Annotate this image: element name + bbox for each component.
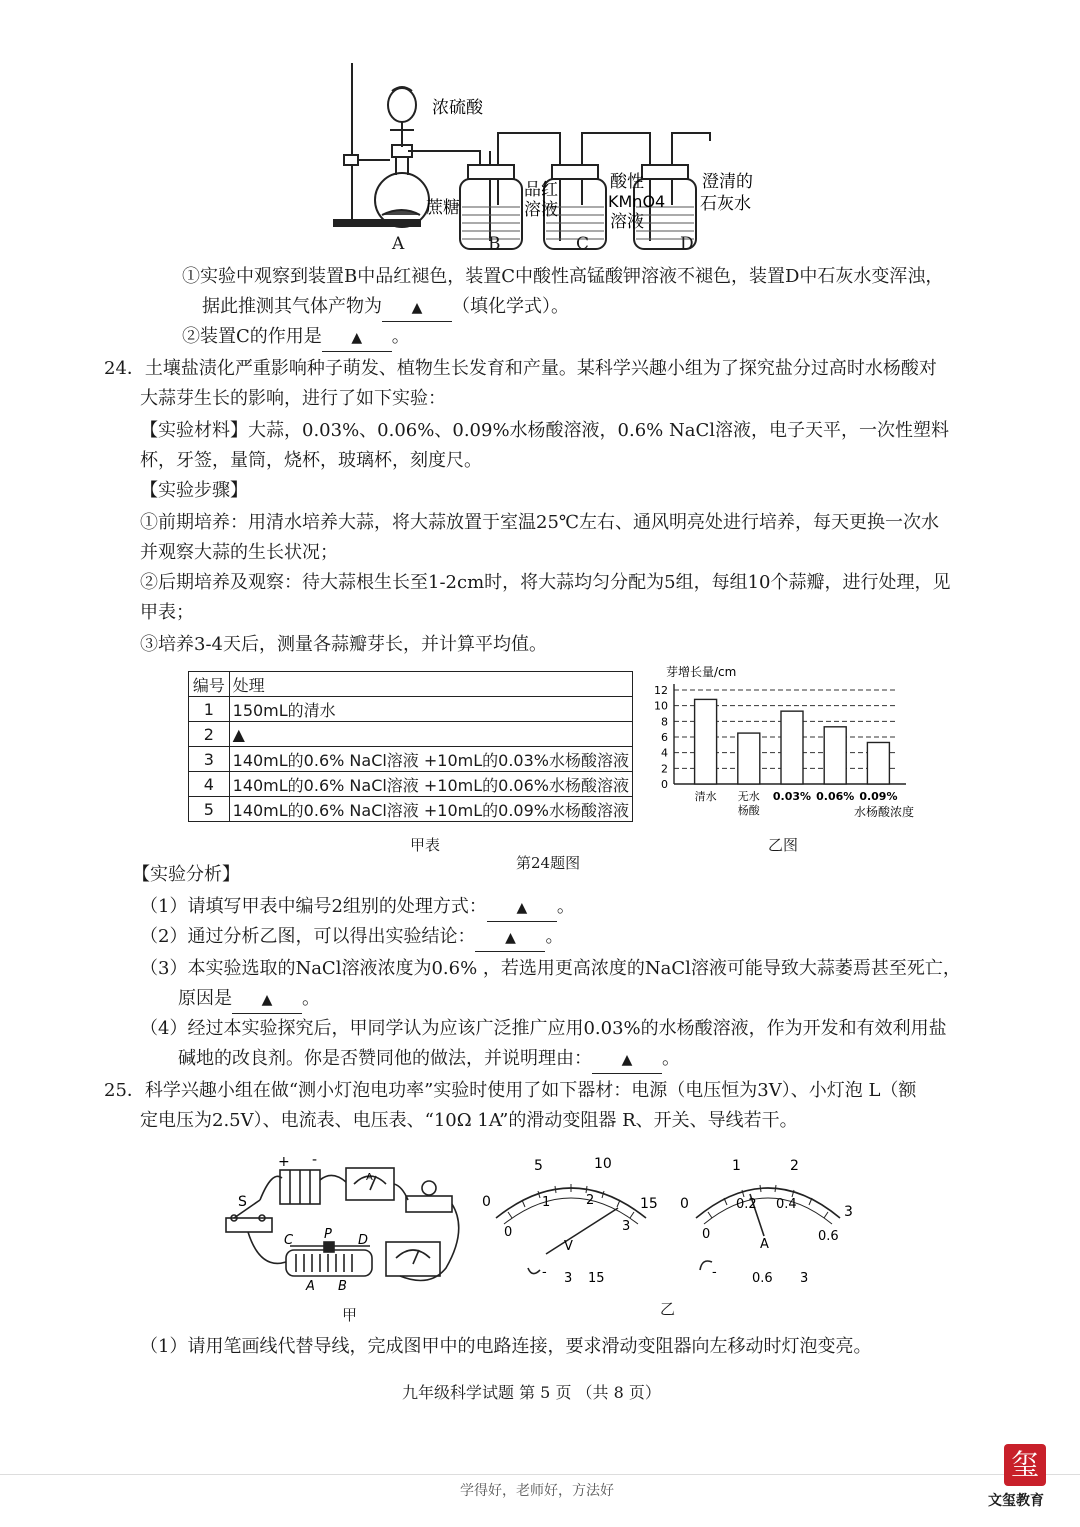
chart-ytick-label: 8 xyxy=(661,715,668,729)
volt-bottom-0: 0 xyxy=(504,1225,513,1240)
amm-bottom-06: 0.6 xyxy=(818,1229,839,1244)
chart-bar xyxy=(738,733,760,784)
analysis-q4-b xyxy=(178,1046,680,1074)
label-c1: 酸性 xyxy=(610,172,644,192)
figure-caption: 第24题图 xyxy=(516,854,581,872)
q23-part1-suffix: （填化学式）。 xyxy=(452,296,569,317)
circuit-label-d: D xyxy=(358,1233,369,1248)
header-treatment: 处理 xyxy=(229,672,632,697)
chart-xtick-label: 0.03% xyxy=(772,790,812,803)
q25-part1: （1）请用笔画线代替导线，完成图甲中的电路连接，要求滑动变阻器向左移动时灯泡变亮。 xyxy=(140,1336,872,1357)
circuit-label-plus: + xyxy=(278,1154,290,1170)
chart-bar xyxy=(781,711,803,784)
letter-c: C xyxy=(576,234,590,254)
table-row xyxy=(189,697,633,722)
row-number: 4 xyxy=(189,772,230,797)
volt-bottom-1: 1 xyxy=(542,1195,551,1210)
answer-blank[interactable] xyxy=(592,1046,662,1074)
volt-term-minus: - xyxy=(542,1265,547,1280)
blank-marker: ▲ xyxy=(505,930,516,946)
volt-letter: V xyxy=(564,1239,573,1254)
chart-xtick-label: 0.06% xyxy=(816,790,855,803)
answer-blank[interactable] xyxy=(382,294,452,322)
volt-term-3: 3 xyxy=(564,1271,573,1286)
answer-blank[interactable] xyxy=(232,986,302,1014)
chart-ytick-label: 10 xyxy=(654,699,668,713)
analysis-q1 xyxy=(140,894,575,922)
analysis-q1-text: （1）请填写甲表中编号2组别的处理方式： xyxy=(140,896,487,917)
chart-caption: 乙图 xyxy=(768,836,799,854)
circuit-figure xyxy=(220,1150,470,1300)
voltmeter-dial xyxy=(476,1150,676,1290)
analysis-q2 xyxy=(140,924,563,952)
period: 。 xyxy=(545,926,564,947)
amm-bottom-0: 0 xyxy=(702,1227,711,1242)
circuit-label-c: C xyxy=(284,1233,294,1248)
label-c2: KMnO4 xyxy=(608,192,666,211)
table-row xyxy=(189,747,633,772)
amm-term-minus: - xyxy=(712,1265,717,1280)
volt-term-15: 15 xyxy=(588,1271,605,1286)
answer-blank[interactable] xyxy=(322,324,392,352)
volt-left-0: 0 xyxy=(482,1194,491,1210)
row-number: 2 xyxy=(189,722,230,747)
q25-intro-2: 定电压为2.5V）、电流表、电压表、“10Ω 1A”的滑动变阻器 R、开关、导线若干。 xyxy=(140,1110,798,1131)
amm-bottom-02: 0.2 xyxy=(736,1197,757,1212)
apparatus-figure xyxy=(320,55,753,260)
chart-bar xyxy=(867,742,889,784)
q24-materials-1: 【实验材料】大蒜，0.03%、0.06%、0.09%水杨酸溶液，0.6% NaCl溶液，电子天平，一次性塑料 xyxy=(140,420,950,441)
q24-step2-a: ②后期培养及观察：待大蒜根生长至1-2cm时，将大蒜均匀分配为5组，每组10个蒜瓣，进行处理，见 xyxy=(140,572,951,593)
letter-a: A xyxy=(392,234,405,254)
ammeter-letter: A xyxy=(366,1172,373,1183)
q24-step1-a: ①前期培养：用清水培养大蒜，将大蒜放置于室温25℃左右、通风明亮处进行培养，每天更换一次水 xyxy=(140,512,940,533)
label-b1: 品红 xyxy=(524,180,558,200)
chart-ytick-label: 2 xyxy=(661,762,668,776)
period: 。 xyxy=(556,896,575,917)
blank-marker: ▲ xyxy=(411,300,423,316)
row-treatment: 150mL的清水 xyxy=(229,697,632,722)
circuit-label-s: S xyxy=(238,1194,247,1210)
bar-chart xyxy=(636,660,926,830)
letter-d: D xyxy=(680,234,694,254)
q24-materials-2: 杯，牙签，量筒，烧杯，玻璃杯，刻度尺。 xyxy=(140,450,482,471)
blank-marker: ▲ xyxy=(351,330,363,346)
label-d1: 澄清的 xyxy=(702,172,753,192)
table-row xyxy=(189,722,633,747)
amm-left-0: 0 xyxy=(680,1196,689,1212)
label-b2: 溶液 xyxy=(524,200,558,220)
amm-letter: A xyxy=(760,1237,769,1252)
table-header-row xyxy=(189,672,633,697)
q24-intro-1: 24．土壤盐渍化严重影响种子萌发、植物生长发育和产量。某科学兴趣小组为了探究盐分过高时水杨酸对 xyxy=(104,358,937,379)
chart-bar xyxy=(824,727,846,784)
chart-bar xyxy=(695,699,717,784)
table-row xyxy=(189,797,633,822)
brand-name: 文玺教育 xyxy=(988,1493,1044,1509)
row-number: 5 xyxy=(189,797,230,822)
chart-xtick-label: 0.09% xyxy=(859,790,898,803)
volt-bottom-2: 2 xyxy=(586,1193,595,1208)
blank-marker: ▲ xyxy=(261,992,273,1008)
treatment-table xyxy=(188,671,633,822)
chart-ylabel: 芽增长量/cm xyxy=(666,665,737,679)
analysis-q3-b xyxy=(178,986,320,1014)
chart-ytick-label: 4 xyxy=(661,746,668,760)
amm-term-3: 3 xyxy=(800,1271,809,1286)
chart-xtick-label: 清水 xyxy=(694,790,717,803)
q23-part2-text: ②装置C的作用是 xyxy=(182,326,322,347)
amm-bottom-04: 0.4 xyxy=(776,1197,797,1212)
q24-intro-2: 大蒜芽生长的影响，进行了如下实验： xyxy=(140,388,446,409)
blank-marker: ▲ xyxy=(516,900,528,916)
analysis-q3-a: （3）本实验选取的NaCl溶液浓度为0.6% ，若选用更高浓度的NaCl溶液可能导致大蒜萎焉甚至死亡， xyxy=(140,958,961,979)
volt-top-10: 10 xyxy=(594,1156,612,1172)
analysis-q2-text: （2）通过分析乙图，可以得出实验结论： xyxy=(140,926,476,947)
chart-ytick-label: 6 xyxy=(661,731,668,744)
chart-ytick-label: 0 xyxy=(661,778,668,791)
row-number: 3 xyxy=(189,747,230,772)
q23-part1-a: ①实验中观察到装置B中品红褪色，装置C中酸性高锰酸钾溶液不褪色，装置D中石灰水变浑浊， xyxy=(182,266,944,287)
period: 。 xyxy=(302,988,320,1009)
label-acid: 浓硫酸 xyxy=(432,98,483,118)
header-number: 编号 xyxy=(189,672,230,697)
volt-top-5: 5 xyxy=(534,1158,543,1174)
circuit-label-b: B xyxy=(338,1279,347,1294)
circuit-label-p: P xyxy=(324,1227,332,1242)
page-number: 九年级科学试题 第 5 页 （共 8 页） xyxy=(402,1383,661,1402)
analysis-q4-text: 碱地的改良剂。你是否赞同他的做法，并说明理由： xyxy=(178,1048,592,1069)
chart-xtick-label: 杨酸 xyxy=(737,804,760,817)
brand-seal: 玺 xyxy=(1004,1444,1046,1486)
q24-step3: ③培养3-4天后，测量各蒜瓣芽长，并计算平均值。 xyxy=(140,634,547,655)
chart-xlabel: 水杨酸浓度 xyxy=(853,805,914,819)
table-row xyxy=(189,772,633,797)
chart-xtick-label: 无水 xyxy=(737,790,760,803)
circuit-label-a: A xyxy=(306,1279,315,1294)
q24-step2-b: 甲表； xyxy=(140,602,194,623)
q24-steps-title: 【实验步骤】 xyxy=(140,480,248,501)
fig-jia-caption: 甲 xyxy=(342,1306,358,1324)
q23-part2 xyxy=(182,324,410,352)
footer-slogan: 学得好，老师好，方法好 xyxy=(460,1483,614,1499)
ammeter-dial xyxy=(672,1150,862,1290)
amm-top-2: 2 xyxy=(790,1158,799,1174)
q24-step1-b: 并观察大蒜的生长状况； xyxy=(140,542,338,563)
circuit-label-minus: - xyxy=(312,1152,318,1168)
fig-yi-caption: 乙 xyxy=(660,1300,676,1318)
analysis-q3-text: 原因是 xyxy=(178,988,232,1009)
row-treatment: 140mL的0.6% NaCl溶液 +10mL的0.06%水杨酸溶液 xyxy=(229,772,632,797)
row-number: 1 xyxy=(189,697,230,722)
answer-blank[interactable] xyxy=(475,924,545,952)
chart-ytick-label: 12 xyxy=(654,684,668,697)
volt-bottom-3: 3 xyxy=(622,1219,631,1234)
label-sugar: 蔗糖 xyxy=(426,198,460,218)
label-c3: 溶液 xyxy=(610,212,644,232)
analysis-q4-a: （4）经过本实验探究后，甲同学认为应该广泛推广应用0.03%的水杨酸溶液，作为开发和有效利用盐 xyxy=(140,1018,947,1039)
table-caption: 甲表 xyxy=(410,836,441,854)
q25-intro-1: 25．科学兴趣小组在做“测小灯泡电功率”实验时使用了如下器材：电源（电压恒为3V）、小灯泡 L（额 xyxy=(104,1080,917,1101)
amm-term-06: 0.6 xyxy=(752,1271,773,1286)
row-treatment: 140mL的0.6% NaCl溶液 +10mL的0.03%水杨酸溶液 xyxy=(229,747,632,772)
q23-part2-suffix: 。 xyxy=(391,326,410,347)
row-treatment: 140mL的0.6% NaCl溶液 +10mL的0.09%水杨酸溶液 xyxy=(229,797,632,822)
period: 。 xyxy=(662,1048,680,1069)
amm-right-3: 3 xyxy=(844,1204,853,1220)
letter-b: B xyxy=(488,234,501,254)
label-d2: 石灰水 xyxy=(700,194,751,214)
amm-top-1: 1 xyxy=(732,1158,741,1174)
answer-blank[interactable] xyxy=(487,894,557,922)
footer-divider xyxy=(0,1474,1080,1475)
q23-part1-text: 据此推测其气体产物为 xyxy=(202,296,382,317)
q23-part1-b xyxy=(202,294,569,322)
volt-right-15: 15 xyxy=(640,1196,658,1212)
blank-marker: ▲ xyxy=(621,1052,633,1068)
row-treatment[interactable]: ▲ xyxy=(229,722,632,747)
analysis-title: 【实验分析】 xyxy=(132,864,240,885)
